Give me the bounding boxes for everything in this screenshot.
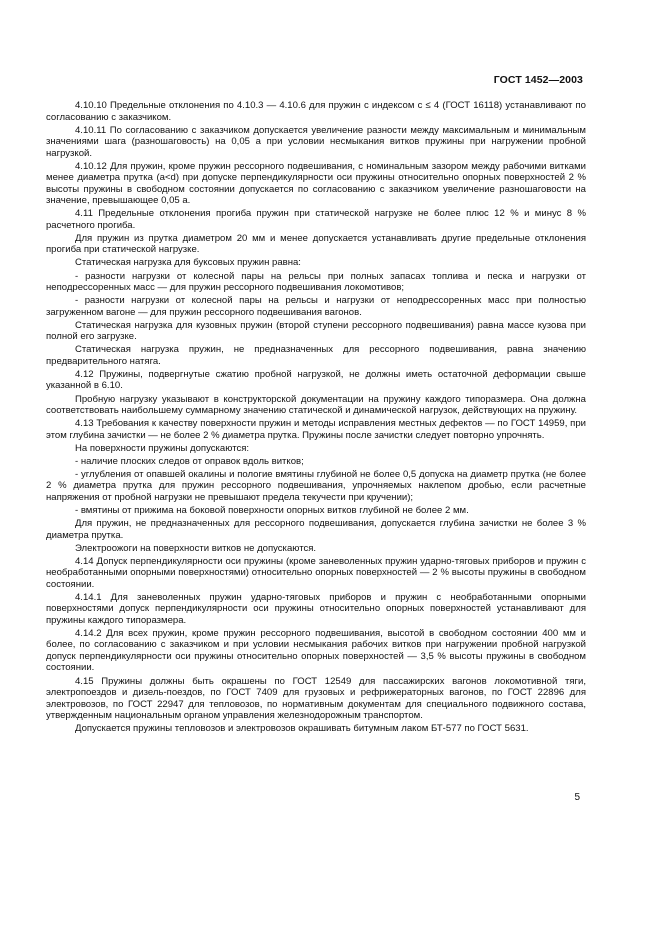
- paragraph-4-14-2: 4.14.2 Для всех пружин, кроме пружин рессорного подвешивания, высотой в свободном состоянии 400 мм и более, по согласованию с заказчиком и при условии несмыкания рабочих витков при нагружении пробной нагрузкой допуск перпендикулярности оси пружины относительно опорных поверхностей — 3,5 % высоты пружины в свободном состоянии.: [46, 627, 586, 674]
- paragraph: Статическая нагрузка пружин, не предназначенных для рессорного подвешивания, равна значению предварительного натяга.: [46, 344, 586, 367]
- paragraph-4-14: 4.14 Допуск перпендикулярности оси пружины (кроме заневоленных пружин ударно-тяговых приборов и пружин с необработанными опорными поверхностями) относительно опорных поверхностей — 2 % высоты пружины в свободном состоянии.: [46, 555, 586, 590]
- list-item: - углубления от опавшей окалины и пологие вмятины глубиной не более 0,5 допуска на диаметр прутка (не более 2 % диаметра прутка для пружин рессорного подвешивания, упрочняемых наклепом дробью, если расчетные напряжения от пробной нагрузки не превышают предела текучести при кручении);: [46, 468, 586, 503]
- list-item: - разности нагрузки от колесной пары на рельсы и нагрузки от неподрессоренных масс при полностью загруженном вагоне — для пружин рессорного подвешивания вагонов.: [46, 295, 586, 318]
- paragraph-4-11: 4.11 Предельные отклонения прогиба пружин при статической нагрузке не более плюс 12 % и минус 8 % расчетного прогиба.: [46, 208, 586, 231]
- paragraph: На поверхности пружины допускаются:: [75, 442, 250, 454]
- page-number: 5: [574, 792, 580, 803]
- paragraph-4-15: 4.15 Пружины должны быть окрашены по ГОСТ 12549 для пассажирских вагонов локомотивной тяги, электропоездов и дизель-поездов, по ГОСТ 7409 для грузовых и рефрижераторных вагонов, по ГОСТ 22896 для электровозов, по ГОСТ 22947 для тепловозов, по нормативным документам для специального подвижного состава, утвержденным национальным органом управления железнодорожным транспортом.: [46, 675, 586, 722]
- list-item: - разности нагрузки от колесной пары на рельсы при полных запасах топлива и песка и нагрузки от неподрессоренных масс — для пружин рессорного подвешивания локомотивов;: [46, 270, 586, 294]
- paragraph: Допускается пружины тепловозов и электровозов окрашивать битумным лаком БТ-577 по ГОСТ 5631.: [75, 723, 529, 735]
- list-item: - наличие плоских следов от оправок вдоль витков;: [75, 455, 304, 467]
- paragraph-4-12: 4.12 Пружины, подвергнутые сжатию пробной нагрузкой, не должны иметь остаточной деформации свыше указанной в 6.10.: [46, 368, 586, 392]
- paragraph: Для пружин из прутка диаметром 20 мм и менее допускается устанавливать другие предельные отклонения прогиба при статической нагрузке.: [46, 232, 586, 256]
- paragraph: Статическая нагрузка для кузовных пружин (второй ступени рессорного подвешивания) равна массе кузова при полной его загрузке.: [46, 319, 586, 343]
- paragraph: Электроожоги на поверхности витков не допускаются.: [75, 542, 317, 554]
- paragraph-4-14-1: 4.14.1 Для заневоленных пружин ударно-тяговых приборов и пружин с необработанными опорными поверхностями допуск перпендикулярности оси пружины относительно опорных поверхностей устанавливают для пружины каждого типоразмера.: [46, 591, 586, 626]
- paragraph-4-10-11: 4.10.11 По согласованию с заказчиком допускается увеличение разности между максимальным и минимальным значениями шага (разношаговость) на 0,05 a при условии несмыкания витков пружины при нагружении пробной нагрузкой.: [46, 124, 586, 159]
- paragraph: Пробную нагрузку указывают в конструкторской документации на пружину каждого типоразмера. Она должна соответствовать наибольшему суммарному значению статической и динамической нагрузок, действующих на пружину.: [46, 393, 586, 417]
- paragraph-4-10-10: 4.10.10 Предельные отклонения по 4.10.3 — 4.10.6 для пружин с индексом c ≤ 4 (ГОСТ 16118) устанавливают по согласованию с заказчиком.: [46, 100, 586, 123]
- paragraph: Для пружин, не предназначенных для рессорного подвешивания, допускается глубина зачистки не более 3 % диаметра прутка.: [46, 518, 586, 541]
- paragraph: Статическая нагрузка для буксовых пружин равна:: [75, 257, 301, 269]
- list-item: - вмятины от прижима на боковой поверхности опорных витков глубиной не более 2 мм.: [75, 505, 469, 516]
- paragraph-4-13: 4.13 Требования к качеству поверхности пружин и методы исправления местных дефектов — по ГОСТ 14959, при этом глубина зачистки — не более 2 % диаметра прутка. Пружины после зачистки следует повторно упрочнять.: [46, 418, 586, 441]
- document-header: ГОСТ 1452—2003: [493, 74, 583, 86]
- paragraph-4-10-12: 4.10.12 Для пружин, кроме пружин рессорного подвешивания, с номинальным зазором между рабочими витками менее диаметра прутка (a<d) при допуске перпендикулярности оси пружины относительно опорных поверхностей 2 % высоты пружины в свободном состоянии допускается по согласованию с заказчиком увеличение разношаговости на значение, превышающее 0,05 a.: [46, 160, 586, 207]
- document-body: [46, 100, 586, 736]
